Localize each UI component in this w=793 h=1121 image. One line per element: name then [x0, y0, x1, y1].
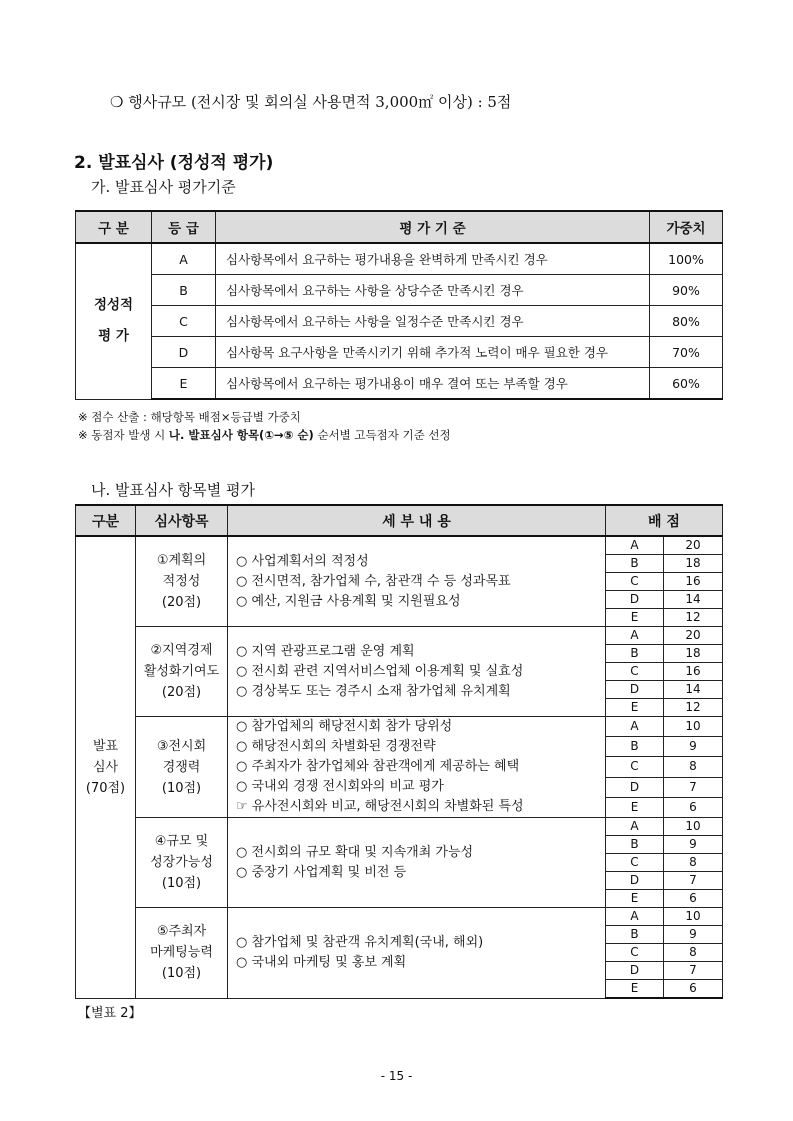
score-points: 8 [664, 757, 723, 777]
header-grade: 등 급 [152, 211, 216, 243]
subsection-b-title: 나. 발표심사 항목별 평가 [91, 481, 255, 499]
score-grade: E [606, 797, 664, 817]
weight-cell: 80% [650, 306, 723, 337]
score-points: 8 [664, 854, 723, 872]
item-name-line: ①계획의 [156, 553, 207, 568]
score-calculation-note: ※ 점수 산출 : 해당항목 배점×등급별 가중치 [78, 410, 301, 424]
weight-cell: 100% [650, 243, 723, 275]
weight-cell: 60% [650, 368, 723, 400]
score-row [76, 908, 723, 926]
score-points: 8 [664, 944, 723, 962]
score-grade: D [606, 591, 664, 609]
detail-line: ○ 국내외 경쟁 전시회와의 비교 평가 [236, 779, 444, 794]
item-name-line: 활성화기여도 [143, 664, 220, 679]
detail-line: ○ 예산, 지원금 사용계획 및 지원필요성 [236, 593, 461, 609]
header-score: 배 점 [606, 505, 723, 536]
group-label-line: 정성적 [93, 297, 134, 314]
score-grade: C [606, 944, 664, 962]
item-name-line: ③전시회 [156, 738, 207, 754]
score-row [76, 717, 723, 737]
criteria-cell: 심사항목에서 요구하는 평가내용을 완벽하게 만족시킨 경우 [216, 243, 650, 275]
score-points: 7 [664, 777, 723, 797]
item-details-cell [228, 908, 606, 999]
grade-cell: D [152, 337, 216, 368]
detail-line: ○ 중장기 사업계획 및 비전 등 [236, 864, 407, 880]
section-2-title: 2. 발표심사 (정성적 평가) [74, 153, 274, 173]
item-name-line: 경쟁력 [162, 759, 201, 775]
score-grade: E [606, 609, 664, 627]
header-category: 구분 [76, 505, 136, 536]
score-grade: D [606, 872, 664, 890]
weight-cell: 70% [650, 337, 723, 368]
evaluation-criteria-table [75, 210, 723, 400]
item-name-cell [136, 908, 228, 999]
score-points: 10 [664, 908, 723, 926]
group-label [76, 243, 152, 399]
item-name-line: ②지역경제 [150, 643, 213, 658]
score-points: 6 [664, 890, 723, 908]
table-header-row [76, 211, 723, 243]
criteria-cell: 심사항목에서 요구하는 평가내용이 매우 결여 또는 부족할 경우 [216, 368, 650, 400]
header-details: 세 부 내 용 [228, 505, 606, 536]
score-points: 16 [664, 663, 723, 681]
score-points: 6 [664, 980, 723, 999]
score-points: 18 [664, 555, 723, 573]
item-evaluation-table [75, 504, 723, 999]
score-points: 10 [664, 818, 723, 836]
category-line: 발표 [92, 738, 119, 754]
detail-line: ○ 사업계획서의 적정성 [236, 553, 369, 569]
score-points: 9 [664, 737, 723, 757]
item-details-cell [228, 536, 606, 627]
score-grade: D [606, 962, 664, 980]
score-points: 20 [664, 627, 723, 645]
detail-line: ○ 국내외 마케팅 및 홍보 계획 [236, 954, 407, 970]
detail-line: ○ 참가업체 및 참관객 유치계획(국내, 해외) [236, 934, 484, 950]
item-name-cell [136, 536, 228, 627]
score-grade: B [606, 645, 664, 663]
criteria-cell: 심사항목 요구사항을 만족시키기 위해 추가적 노력이 매우 필요한 경우 [216, 337, 650, 368]
score-points: 7 [664, 872, 723, 890]
item-name-cell [136, 818, 228, 908]
score-grade: E [606, 890, 664, 908]
criteria-cell: 심사항목에서 요구하는 사항을 일정수준 만족시킨 경우 [216, 306, 650, 337]
score-grade: B [606, 926, 664, 944]
score-grade: B [606, 836, 664, 854]
score-points: 10 [664, 717, 723, 737]
score-grade: E [606, 699, 664, 717]
weight-cell: 90% [650, 275, 723, 306]
score-row [76, 627, 723, 645]
score-grade: A [606, 627, 664, 645]
scale-criterion-line: ❍ 행사규모 (전시장 및 회의실 사용면적 3,000㎡ 이상) : 5점 [110, 93, 512, 111]
score-row [76, 536, 723, 555]
detail-line: ○ 경상북도 또는 경주시 소재 참가업체 유치계획 [236, 683, 511, 699]
detail-line: ○ 주최자가 참가업체와 참관객에게 제공하는 혜택 [236, 759, 520, 774]
score-grade: A [606, 536, 664, 555]
header-item: 심사항목 [136, 505, 228, 536]
score-grade: C [606, 854, 664, 872]
score-grade: C [606, 573, 664, 591]
item-name-line: 적정성 [162, 574, 201, 589]
detail-line: ○ 해당전시회의 차별화된 경쟁전략 [236, 739, 436, 754]
grade-cell: B [152, 275, 216, 306]
tie-break-note: ※ 동점자 발생 시 나. 발표심사 항목(①→⑤ 순) 순서별 고득점자 기준 선정 [78, 428, 451, 442]
score-points: 12 [664, 699, 723, 717]
score-points: 7 [664, 962, 723, 980]
detail-line: ○ 지역 관광프로그램 운영 계획 [236, 643, 415, 659]
score-grade: D [606, 777, 664, 797]
grade-cell: A [152, 243, 216, 275]
detail-line: ○ 참가업체의 해당전시회 참가 당위성 [236, 719, 453, 734]
item-name-line: (10점) [161, 876, 202, 891]
score-grade: D [606, 681, 664, 699]
score-grade: E [606, 980, 664, 999]
criteria-row [76, 337, 723, 368]
score-points: 16 [664, 573, 723, 591]
item-name-line: ⑤주최자 [156, 924, 207, 940]
item-details-cell [228, 717, 606, 818]
criteria-row [76, 306, 723, 337]
score-grade: B [606, 737, 664, 757]
appendix-label: 【별표 2】 [78, 1006, 142, 1021]
page-number: - 15 - [380, 1069, 413, 1083]
criteria-row [76, 275, 723, 306]
grade-cell: C [152, 306, 216, 337]
category-line: (70점) [85, 780, 126, 796]
score-grade: B [606, 555, 664, 573]
header-category: 구 분 [76, 211, 152, 243]
criteria-cell: 심사항목에서 요구하는 사항을 상당수준 만족시킨 경우 [216, 275, 650, 306]
score-grade: C [606, 757, 664, 777]
item-name-line: 마케팅능력 [150, 945, 213, 961]
score-points: 20 [664, 536, 723, 555]
score-points: 14 [664, 591, 723, 609]
score-points: 18 [664, 645, 723, 663]
subsection-a-title: 가. 발표심사 평가기준 [91, 178, 236, 196]
header-criteria: 평 가 기 준 [216, 211, 650, 243]
item-details-cell [228, 627, 606, 717]
score-points: 14 [664, 681, 723, 699]
criteria-row [76, 243, 723, 275]
score-points: 9 [664, 926, 723, 944]
item-name-line: (10점) [161, 780, 202, 796]
detail-line: ☞ 유사전시회와 비교, 해당전시회의 차별화된 특성 [236, 799, 524, 814]
item-name-cell [136, 717, 228, 818]
score-grade: A [606, 908, 664, 926]
table-header-row [76, 505, 723, 536]
group-label-line: 평 가 [98, 328, 129, 345]
detail-line: ○ 전시회의 규모 확대 및 지속개최 가능성 [236, 844, 474, 860]
detail-line: ○ 전시면적, 참가업체 수, 참관객 수 등 성과목표 [236, 573, 511, 589]
item-name-line: (20점) [161, 685, 202, 700]
score-row [76, 818, 723, 836]
category-line: 심사 [92, 759, 119, 775]
item-name-cell [136, 627, 228, 717]
category-cell [76, 536, 136, 998]
score-grade: A [606, 818, 664, 836]
item-details-cell [228, 818, 606, 908]
detail-line: ○ 전시회 관련 지역서비스업체 이용계획 및 실효성 [236, 663, 524, 679]
criteria-row [76, 368, 723, 400]
score-grade: C [606, 663, 664, 681]
score-grade: A [606, 717, 664, 737]
score-points: 12 [664, 609, 723, 627]
item-name-line: (20점) [161, 595, 202, 610]
score-points: 6 [664, 797, 723, 817]
item-name-line: 성장가능성 [150, 855, 213, 870]
header-weight: 가중치 [650, 211, 723, 243]
item-name-line: (10점) [161, 966, 202, 982]
item-name-line: ④규모 및 [154, 834, 209, 849]
grade-cell: E [152, 368, 216, 400]
score-points: 9 [664, 836, 723, 854]
